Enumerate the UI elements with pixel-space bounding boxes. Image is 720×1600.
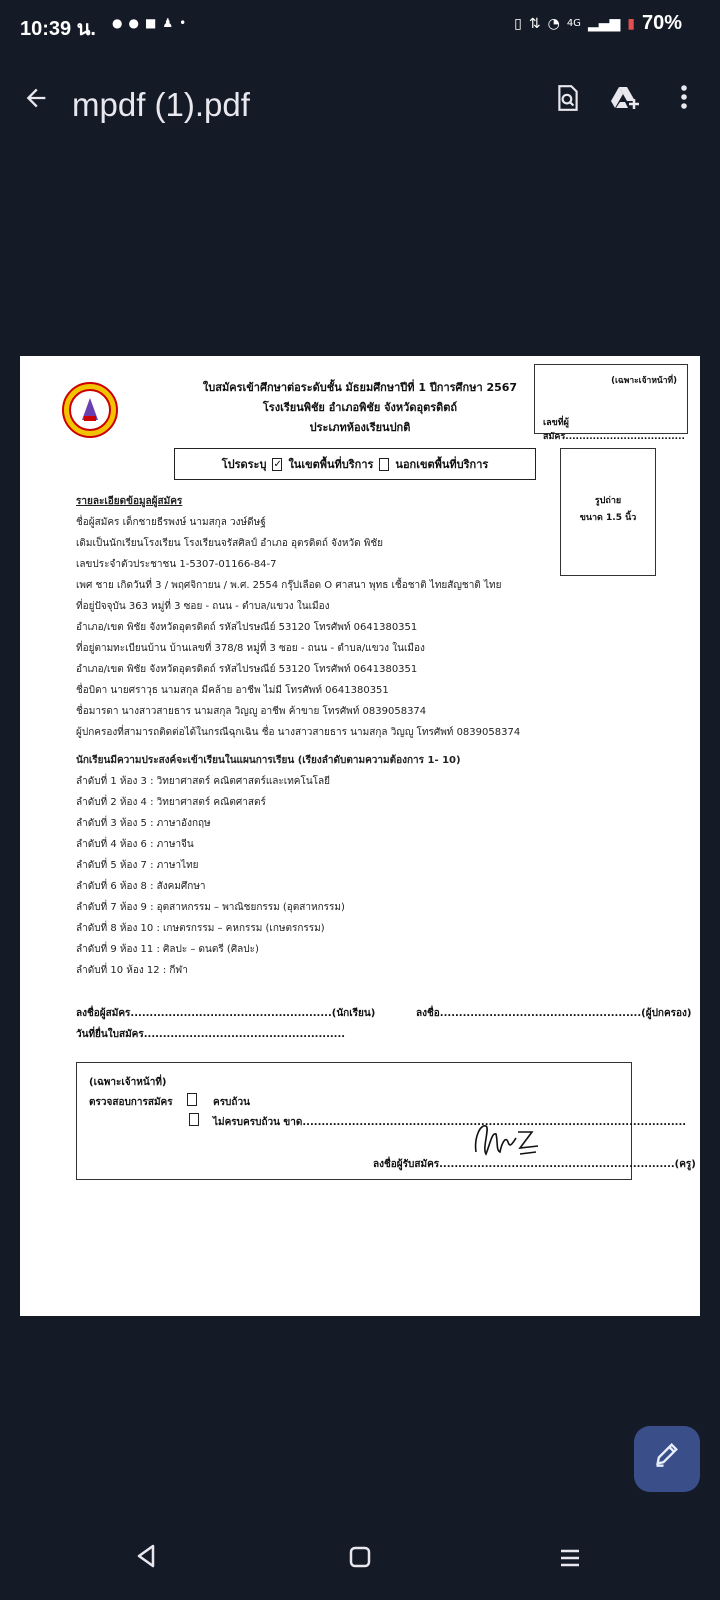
info-line: ชื่อบิดา นายศราวุธ นามสกุล มีคล้าย อาชีพ ไม่มี โทรศัพท์ 0641380351 [76,685,389,696]
applicant-signature-line: ลงชื่อผู้สมัคร.....................................................(นักเรียน) [76,1008,376,1019]
data-arrows-icon: ⇅ [528,15,541,32]
info-line: เพศ ชาย เกิดวันที่ 3 / พฤศจิกายน / พ.ศ. 2554 กรุ๊ปเลือด O ศาสนา พุทธ เชื้อชาติ ไทยสัญชาติ ไทย [76,580,502,591]
status-time: 10:39 น. [20,18,96,40]
app-notification-icon: ■ [144,16,157,30]
navigation-bar [0,1520,720,1600]
info-line: ที่อยู่ตามทะเบียนบ้าน บ้านเลขที่ 378/8 หมู่ที่ 3 ซอย - ถนน - ตำบล/แขวง ในเมือง [76,643,425,654]
network-type: 4G [566,18,581,29]
applicant-number-label: เลขที่ผู้สมัคร................................... [543,418,685,442]
choice-item: ลำดับที่ 4 ห้อง 6 : ภาษาจีน [76,839,194,850]
photo-size-label: ขนาด 1.5 นิ้ว [579,513,637,523]
choice-item: ลำดับที่ 9 ห้อง 11 : ศิลปะ – ดนตรี (ศิลปะ) [76,944,259,955]
office-check-box [76,1062,696,1180]
section-study-plan: นักเรียนมีความประสงค์จะเข้าเรียนในแผนการเรียน (เรียงลำดับตามความต้องการ 1- 10) [76,755,461,766]
signature-scribble [470,1118,546,1162]
office-number-box [534,364,688,442]
info-line: เลขประจำตัวประชาชน 1-5307-01166-84-7 [76,559,277,570]
messenger-icon-2: ● [128,16,139,30]
choice-item: ลำดับที่ 10 ห้อง 12 : กีฬา [76,965,188,976]
school-logo [62,382,118,438]
out-area-label: นอกเขตพื้นที่บริการ [395,458,489,471]
app-bar [0,70,720,140]
signal-icon: ▂▄▆ [587,15,621,32]
incomplete-checkbox [189,1113,199,1126]
edit-pen-icon [653,1440,681,1468]
nav-home-icon[interactable] [342,1542,378,1578]
office-only-label: (เฉพาะเจ้าหน้าที่) [611,376,677,386]
in-area-label: ในเขตพื้นที่บริการ [288,458,374,471]
choice-item: ลำดับที่ 3 ห้อง 5 : ภาษาอังกฤษ [76,818,211,829]
choice-item: ลำดับที่ 2 ห้อง 4 : วิทยาศาสตร์ คณิตศาสตร์ [76,797,266,808]
check-application-label: ตรวจสอบการสมัคร [89,1097,173,1108]
photo-box [560,448,656,576]
in-area-checkbox: ✓ [273,458,282,470]
choice-item: ลำดับที่ 8 ห้อง 10 : เกษตรกรรม – คหกรรม (เกษตรกรรม) [76,923,325,934]
wifi-icon: ◔ [547,15,560,32]
info-line: อำเภอ/เขต พิชัย จังหวัดอุตรดิตถ์ รหัสไปรษณีย์ 53120 โทรศัพท์ 0641380351 [76,664,418,675]
pdf-page[interactable] [20,356,700,1316]
messenger-icon: ● [112,16,123,30]
notification-icons [112,16,186,30]
document-title: mpdf (1).pdf [72,86,250,123]
choice-item: ลำดับที่ 6 ห้อง 8 : สังคมศึกษา [76,881,206,892]
choice-item: ลำดับที่ 7 ห้อง 9 : อุตสาหกรรม – พาณิชยกรรม (อุตสาหกรรม) [76,902,345,913]
service-area-selector [174,448,536,480]
incomplete-label: ไม่ครบครบถ้วน ขาด..................................................................................................... [213,1117,687,1128]
form-type: ประเภทห้องเรียนปกติ [309,421,411,434]
battery-icon: ▮ [627,15,635,32]
complete-label: ครบถ้วน [213,1097,250,1108]
info-line: ที่อยู่ปัจจุบัน 363 หมู่ที่ 3 ซอย - ถนน - ตำบล/แขวง ในเมือง [76,601,330,612]
out-area-checkbox [379,458,389,471]
parent-signature-line: ลงชื่อ.....................................................(ผู้ปกครอง) [416,1008,692,1019]
vibrate-icon: ▯ [514,15,522,32]
more-vert-icon[interactable] [666,84,702,120]
dot-icon: • [179,16,187,30]
app-bar-actions [550,84,702,120]
section-applicant-details: รายละเอียดข้อมูลผู้สมัคร [76,496,183,507]
photo-label: รูปถ่าย [594,496,622,506]
form-school: โรงเรียนพิชัย อำเภอพิชัย จังหวัดอุตรดิตถ์ [262,401,458,414]
status-bar [0,0,720,52]
add-to-drive-icon[interactable] [608,84,644,120]
info-line: ชื่อผู้สมัคร เด็กชายธีรพงษ์ นามสกุล วงษ์ดีษฐ์ [76,517,266,528]
info-line: อำเภอ/เขต พิชัย จังหวัดอุตรดิตถ์ รหัสไปรษณีย์ 53120 โทรศัพท์ 0641380351 [76,622,418,633]
choice-item: ลำดับที่ 1 ห้อง 3 : วิทยาศาสตร์ คณิตศาสตร์และเทคโนโลยี [76,776,331,787]
find-in-page-icon[interactable] [550,84,586,120]
nav-back-icon[interactable] [128,1542,164,1578]
info-line: เดิมเป็นนักเรียนโรงเรียน โรงเรียนจรัสศิลป์ อำเภอ อุตรดิตถ์ จังหวัด พิชัย [76,538,383,549]
form-title: ใบสมัครเข้าศึกษาต่อระดับชั้น มัธยมศึกษาปีที่ 1 ปีการศึกษา 2567 [202,381,518,394]
info-line: ผู้ปกครองที่สามารถติดต่อได้ในกรณีฉุกเฉิน ชื่อ นางสาวสายธาร นามสกุล วิญญู โทรศัพท์ 0839058374 [76,727,521,738]
status-right [514,12,682,35]
complete-checkbox [187,1093,197,1106]
edit-fab[interactable] [634,1426,700,1492]
submit-date-line: วันที่ยื่นใบสมัคร..................................................... [76,1029,346,1040]
office-only-label-2: (เฉพาะเจ้าหน้าที่) [89,1077,167,1088]
choice-item: ลำดับที่ 5 ห้อง 7 : ภาษาไทย [76,860,199,871]
back-arrow-icon[interactable] [18,84,54,120]
person-icon: ♟ [162,16,174,30]
choose-label: โปรดระบุ [221,458,267,471]
battery-percent: 70% [641,12,682,34]
receiver-signature-line: ลงชื่อผู้รับสมัคร..............................................................(ครู) [373,1159,696,1170]
nav-recents-icon[interactable] [552,1542,588,1578]
info-line: ชื่อมารดา นางสาวสายธาร นามสกุล วิญญู อาชีพ ค้าขาย โทรศัพท์ 0839058374 [76,706,427,717]
